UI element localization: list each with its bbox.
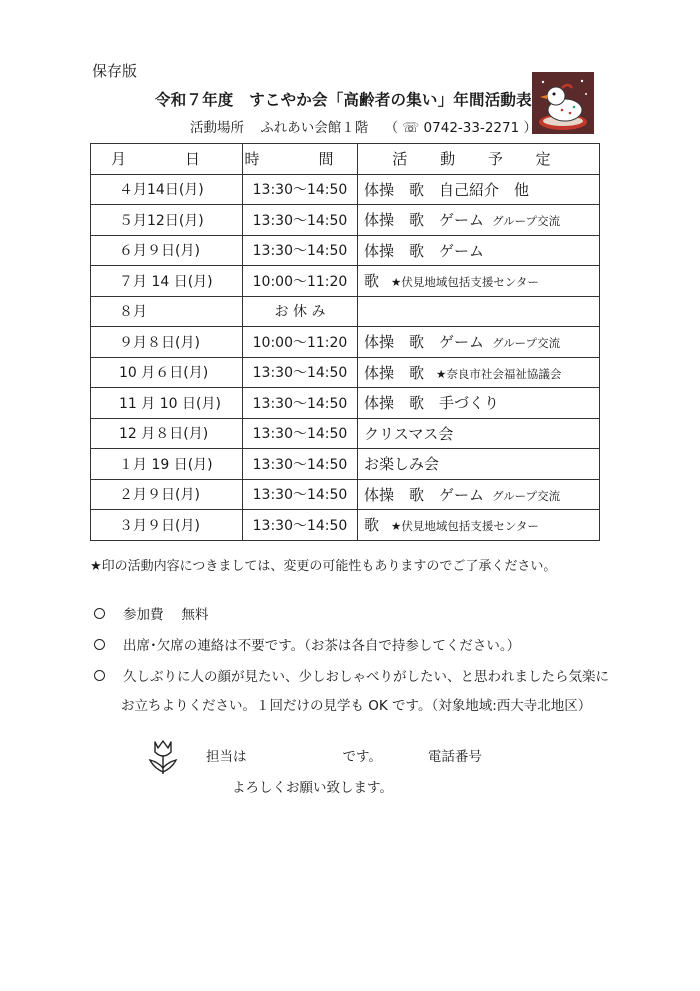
activity-text: 体操 歌 ゲーム xyxy=(364,211,485,230)
row-activity xyxy=(358,388,600,419)
contact-line xyxy=(206,745,482,765)
circle-bullet-icon xyxy=(94,608,105,619)
row-activity xyxy=(358,266,600,297)
row-time: 13:30〜14:50 xyxy=(243,235,358,266)
header-activity: 活 動 予 定 xyxy=(358,144,600,175)
regards-text: よろしくお願い致します。 xyxy=(232,780,393,796)
row-time: 13:30〜14:50 xyxy=(243,388,358,419)
activity-text: 体操 歌 xyxy=(364,363,425,382)
row-date: 11 月 10 日(月) xyxy=(91,388,243,419)
row-date: 12 月８日(月) xyxy=(91,418,243,449)
invite-text-line1: 久しぶりに人の顔が見たい、少しおしゃべりがしたい、と思われましたら気楽に xyxy=(123,669,609,685)
activity-text: 体操 歌 ゲーム xyxy=(364,333,485,352)
venue-line xyxy=(190,116,537,136)
row-time: お 休 み xyxy=(243,296,358,327)
person-label: 担当は xyxy=(206,749,247,765)
table-row xyxy=(91,174,600,205)
row-activity xyxy=(358,205,600,236)
activity-text: 体操 歌 手づくり xyxy=(364,394,500,413)
activity-text: 歌 xyxy=(364,272,380,291)
row-date: ５月12日(月) xyxy=(91,205,243,236)
row-date: ４月14日(月) xyxy=(91,174,243,205)
row-time: 13:30〜14:50 xyxy=(243,357,358,388)
row-activity xyxy=(358,510,600,541)
bullet-attendance xyxy=(94,634,520,654)
table-row xyxy=(91,296,600,327)
row-time: 13:30〜14:50 xyxy=(243,479,358,510)
row-date: ９月８日(月) xyxy=(91,327,243,358)
activity-note: グループ交流 xyxy=(492,488,561,503)
activity-text: 体操 歌 自己紹介 他 xyxy=(364,180,530,199)
row-date: １月 19 日(月) xyxy=(91,449,243,480)
row-date: ８月 xyxy=(91,296,243,327)
fee-label: 参加費 xyxy=(123,607,164,623)
header-date: 月 日 xyxy=(91,144,243,175)
activity-text: クリスマス会 xyxy=(364,424,454,443)
header-time: 時 間 xyxy=(243,144,358,175)
row-time: 10:00〜11:20 xyxy=(243,266,358,297)
table-row xyxy=(91,510,600,541)
table-row xyxy=(91,205,600,236)
bullet-invite xyxy=(94,665,609,685)
venue-name: ふれあい会館１階 xyxy=(260,120,369,136)
row-date: ２月９日(月) xyxy=(91,479,243,510)
row-activity xyxy=(358,327,600,358)
circle-bullet-icon xyxy=(94,639,105,650)
table-row xyxy=(91,327,600,358)
activity-note: グループ交流 xyxy=(492,336,561,351)
star-note: ★印の活動内容につきましては、変更の可能性もありますのでご了承ください。 xyxy=(90,559,557,574)
activity-note: ★奈良市社会福祉協議会 xyxy=(436,366,562,381)
row-time: 13:30〜14:50 xyxy=(243,174,358,205)
table-header-row xyxy=(91,144,600,175)
circle-bullet-icon xyxy=(94,670,105,681)
row-date: ３月９日(月) xyxy=(91,510,243,541)
table-row xyxy=(91,418,600,449)
table-row xyxy=(91,235,600,266)
row-time: 13:30〜14:50 xyxy=(243,418,358,449)
venue-label: 活動場所 xyxy=(190,120,244,136)
activity-note: ★伏見地域包括支援センター xyxy=(391,519,539,534)
row-time: 13:30〜14:50 xyxy=(243,510,358,541)
tulip-icon xyxy=(146,738,180,776)
bullet-fee xyxy=(94,603,209,623)
row-activity xyxy=(358,357,600,388)
desu-text: です。 xyxy=(342,749,382,765)
activity-note: グループ交流 xyxy=(492,214,561,229)
row-date: ６月９日(月) xyxy=(91,235,243,266)
table-row xyxy=(91,357,600,388)
duck-mascot-icon xyxy=(532,72,594,134)
invite-text-line2: お立ちよりください。１回だけの見学も OK です。（対象地域:西大寺北地区） xyxy=(121,698,592,714)
row-activity xyxy=(358,296,600,327)
row-activity xyxy=(358,479,600,510)
schedule-table xyxy=(90,143,600,541)
table-row xyxy=(91,388,600,419)
row-activity xyxy=(358,418,600,449)
document-title: 令和７年度 すこやか会「高齢者の集い」年間活動表 xyxy=(155,91,532,109)
table-row xyxy=(91,479,600,510)
venue-phone: （ ☏ 0742-33-2271 ） xyxy=(384,120,537,136)
row-activity xyxy=(358,449,600,480)
attendance-text: 出席･欠席の連絡は不要です。（お茶は各自で持参してください。） xyxy=(123,638,521,654)
phone-label: 電話番号 xyxy=(427,749,482,765)
row-time: 13:30〜14:50 xyxy=(243,205,358,236)
activity-note: ★伏見地域包括支援センター xyxy=(391,275,539,290)
row-activity xyxy=(358,235,600,266)
fee-value: 無料 xyxy=(181,607,209,623)
activity-text: お楽しみ会 xyxy=(364,455,440,474)
row-date: ７月 14 日(月) xyxy=(91,266,243,297)
row-time: 10:00〜11:20 xyxy=(243,327,358,358)
activity-text: 体操 歌 ゲーム xyxy=(364,485,485,504)
table-row xyxy=(91,449,600,480)
table-row xyxy=(91,266,600,297)
row-time: 13:30〜14:50 xyxy=(243,449,358,480)
keep-label: 保存版 xyxy=(92,62,138,80)
row-date: 10 月６日(月) xyxy=(91,357,243,388)
activity-text: 歌 xyxy=(364,516,380,535)
row-activity xyxy=(358,174,600,205)
activity-text: 体操 歌 ゲーム xyxy=(364,241,485,260)
